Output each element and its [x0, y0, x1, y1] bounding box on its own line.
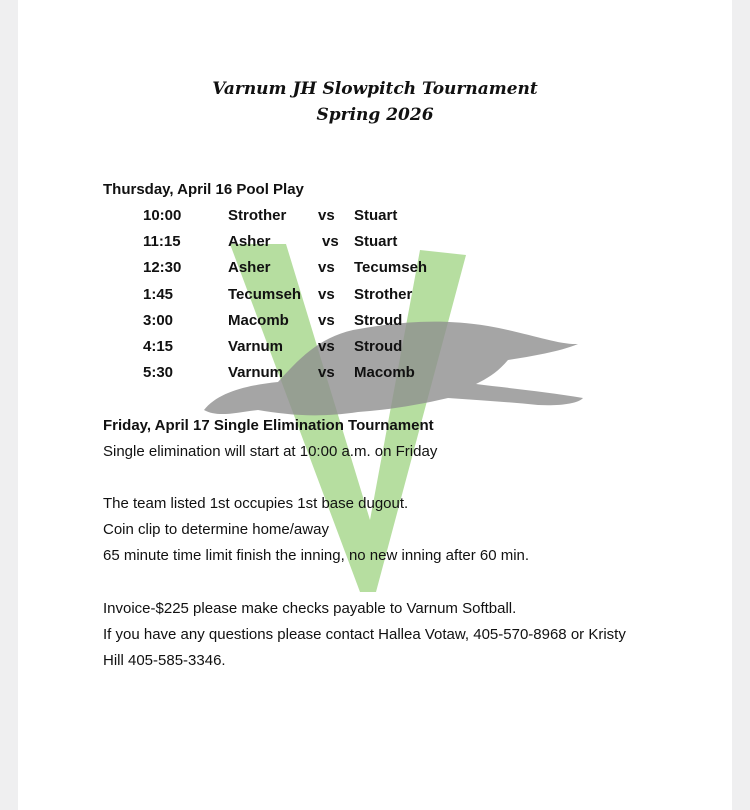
- vs-label: vs: [318, 285, 335, 303]
- rule-line: 65 minute time limit finish the inning, no new inning after 60 min.: [103, 547, 530, 564]
- home-team: Varnum: [228, 364, 284, 382]
- away-team: Macomb: [354, 364, 415, 382]
- game-row: [18, 233, 732, 259]
- home-team: Asher: [228, 259, 271, 277]
- rule-line: Coin clip to determine home/away: [103, 521, 329, 538]
- game-time: 1:45: [143, 285, 174, 303]
- day2-heading: Friday, April 17 Single Elimination Tournament: [103, 417, 434, 434]
- subtitle-text: Spring 2026: [316, 105, 434, 125]
- away-team: Tecumseh: [354, 259, 428, 277]
- game-row: [18, 338, 732, 364]
- document-page: [18, 0, 732, 810]
- game-time: 12:30: [143, 259, 182, 277]
- rule-line: The team listed 1st occupies 1st base dugout.: [103, 495, 409, 512]
- game-time: 11:15: [143, 233, 181, 251]
- contact-line: Hill 405-585-3346.: [103, 652, 226, 669]
- game-time: 10:00: [143, 207, 182, 224]
- vs-label: vs: [322, 233, 339, 251]
- document-title: [18, 76, 732, 128]
- home-team: Strother: [228, 207, 287, 224]
- title-text: Varnum JH Slowpitch Tournament: [212, 79, 538, 99]
- away-team: Stroud: [354, 338, 403, 355]
- home-team: Varnum: [228, 338, 284, 355]
- game-row: [18, 286, 732, 312]
- game-row: [18, 364, 732, 390]
- away-team: Strother: [354, 285, 413, 303]
- away-team: Stroud: [354, 311, 403, 329]
- vs-label: vs: [318, 207, 335, 224]
- away-team: Stuart: [354, 233, 398, 251]
- vs-label: vs: [318, 311, 335, 329]
- home-team: Macomb: [228, 311, 289, 329]
- home-team: Tecumseh: [228, 285, 302, 303]
- game-row: [18, 207, 732, 233]
- vs-label: vs: [318, 259, 335, 277]
- day1-heading: Thursday, April 16 Pool Play: [103, 181, 304, 198]
- game-row: [18, 259, 732, 285]
- game-time: 4:15: [143, 338, 174, 355]
- vs-label: vs: [318, 338, 335, 355]
- game-time: 3:00: [143, 311, 174, 329]
- invoice-line: Invoice-$225 please make checks payable to Varnum Softball.: [103, 600, 517, 617]
- away-team: Stuart: [354, 207, 398, 224]
- day2-note: Single elimination will start at 10:00 a.m. on Friday: [103, 443, 438, 460]
- home-team: Asher: [228, 233, 271, 251]
- game-time: 5:30: [143, 364, 174, 382]
- game-row: [18, 312, 732, 338]
- contact-line: If you have any questions please contact Hallea Votaw, 405-570-8968 or Kristy: [103, 626, 626, 643]
- vs-label: vs: [318, 364, 335, 382]
